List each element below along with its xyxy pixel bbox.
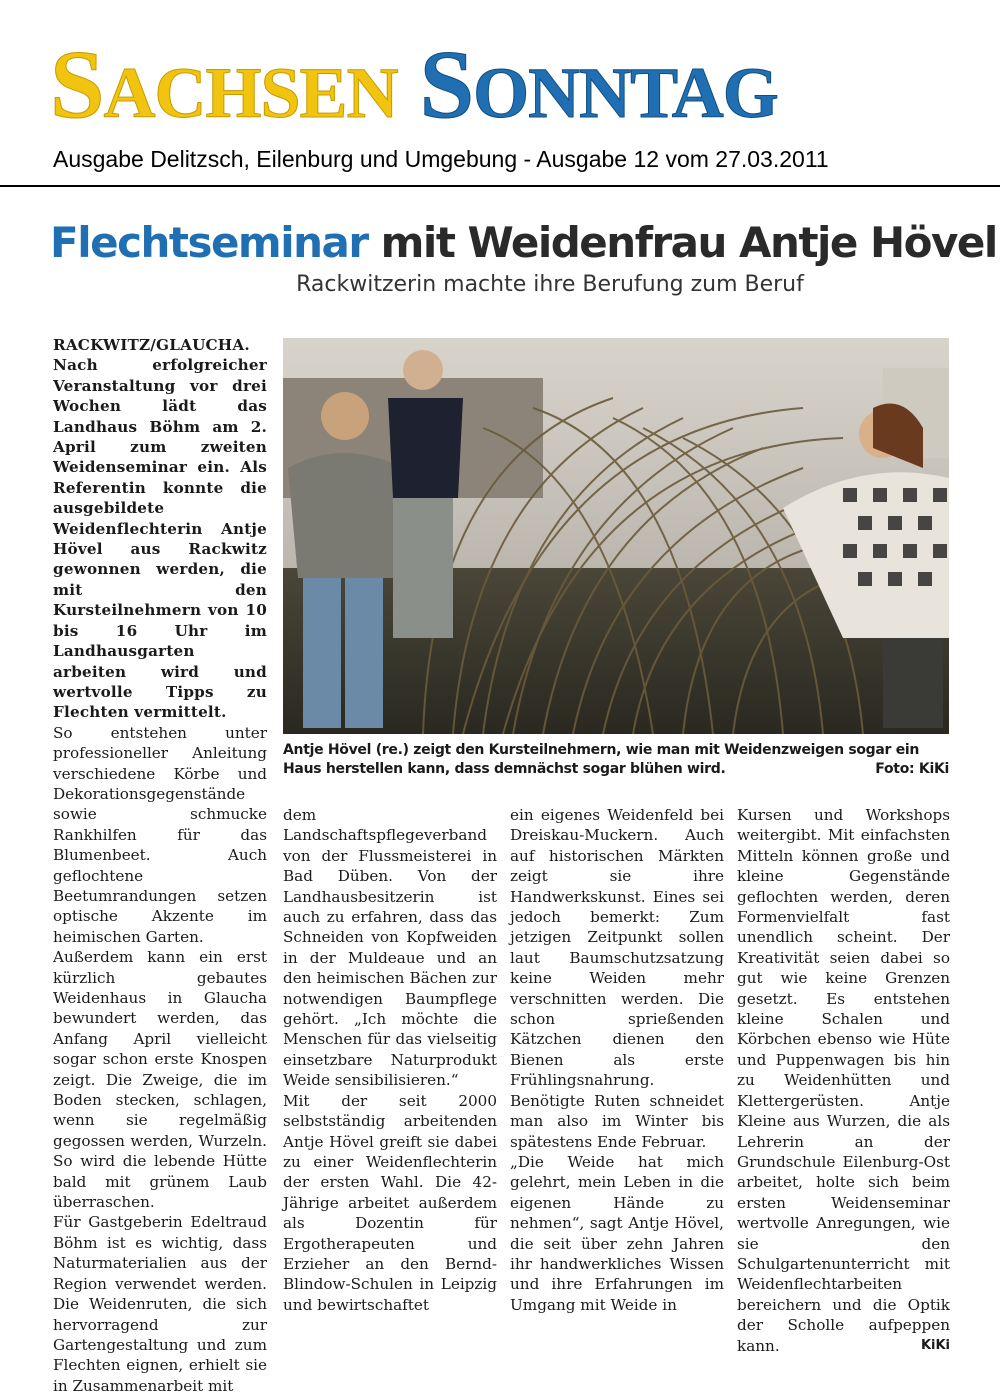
- paragraph: Mit der seit 2000 selbstständig arbeitenden Antje Hövel greift sie dabei zu einer Weidenflechterin der ersten Wahl. Die 42-Jährige arbeitet außerdem als Dozentin für Ergotherapeuten und Erzieher an den Bernd-Blindow-Schulen in Leipzig und bewirtschaftet: [283, 1091, 497, 1314]
- column-4: [737, 805, 950, 1356]
- paragraph: Außerdem kann ein erst kürzlich gebautes Weidenhaus in Glaucha bewundert werden, das Anfang April vielleicht sogar schon erste Knospen zeigt. Die Zweige, die im Boden stecken, schlagen, wenn sie regelmäßig gegossen werden, Wurzeln. So wird die lebende Hütte bald mit grünem Laub überraschen.: [53, 948, 267, 1212]
- paragraph: Kursen und Workshops weitergibt. Mit einfachsten Mitteln können große und kleine Gegenstände geflochten werden, deren Formenvielfalt fast unendlich scheint. Der Kreativität seien dabei so gut wie keine Grenzen gesetzt. Es entstehen kleine Schalen und Körbchen ebenso wie Hüte und Puppenwagen bis hin zu Weidenhütten und Klettergerüsten. Antje Kleine aus Wurzen, die als Lehrerin an der Grundschule Eilenburg-Ost arbeitet, holte sich beim ersten Weidenseminar wertvolle Anregungen, wie sie den Schulgartenunterricht mit Weidenflechtarbeiten bereichern und die Optik der Scholle aufpeppen kann. KiKi: [737, 806, 950, 1355]
- headline-part1: Flechtseminar: [50, 218, 368, 267]
- subheadline: Rackwitzerin machte ihre Berufung zum Beruf: [296, 272, 804, 297]
- paragraph: ein eigenes Weidenfeld bei Dreiskau-Muckern. Auch auf historischen Märkten zeigt sie ihre Handwerkskunst. Eines sei jedoch bemerkt: Zum jetzigen Zeitpunkt sollen laut Baumschutzsatzung keine Weiden mehr verschnitten werden. Die schon sprießenden Kätzchen dienen den Bienen als erste Frühlingsnahrung. Benötigte Ruten schneidet man also im Winter bis spätestens Ende Februar.: [510, 806, 724, 1151]
- header-rule: [0, 185, 1000, 187]
- author-signature: KiKi: [920, 1337, 950, 1353]
- masthead-sachsen: SACHSEN: [50, 31, 398, 139]
- headline: [50, 216, 997, 270]
- photo-credit: Foto: KiKi: [875, 761, 949, 777]
- edition-line: Ausgabe Delitzsch, Eilenburg und Umgebung - Ausgabe 12 vom 27.03.2011: [53, 146, 829, 172]
- paragraph: So entstehen unter professioneller Anleitung verschiedene Körbe und Dekorationsgegenstände sowie schmucke Rankhilfen für das Blumenbeet. Auch geflochtene Beetumrandungen setzen optische Akzente im heimischen Garten.: [53, 723, 267, 946]
- paragraph: Für Gastgeberin Edeltraud Böhm ist es wichtig, dass Naturmaterialien aus der Region verwendet werden. Die Weidenruten, die sich hervorragend zur Gartengestaltung und zum Flechten eignen, erhielt sie in Zusammenarbeit mit: [53, 1213, 267, 1395]
- headline-part2: mit Weidenfrau Antje Hövel: [367, 218, 997, 267]
- masthead: [50, 30, 960, 140]
- column-2: [283, 805, 497, 1315]
- lead-paragraph: RACKWITZ/GLAUCHA. Nach erfolgreicher Veranstaltung vor drei Wochen lädt das Landhaus Böhm am 2. April zum zweiten Weidenseminar ein. Als Referentin konnte die ausgebildete Weidenflechterin Antje Hövel aus Rackwitz gewonnen werden, die mit den Kursteilnehmern von 10 bis 16 Uhr im Landhausgarten arbeiten wird und wertvolle Tipps zu Flechten vermittelt.: [53, 336, 267, 722]
- column-3: [510, 805, 724, 1315]
- paragraph: dem Landschaftspflegeverband von der Flussmeisterei in Bad Düben. Von der Landhausbesitzerin ist auch zu erfahren, dass das Schneiden von Kopfweiden in der Muldeaue und an den heimischen Bächen zur notwendigen Baumpflege gehört. „Ich möchte die Menschen für das vielseitig einsetzbare Naturprodukt Weide sensibilisieren.“: [283, 806, 497, 1090]
- dateline: RACKWITZ/GLAUCHA.: [53, 336, 250, 354]
- photo-caption: Antje Hövel (re.) zeigt den Kursteilnehmern, wie man mit Weidenzweigen sogar ein Haus herstellen kann, dass demnächst sogar blühen wird. Foto: KiKi: [283, 742, 949, 777]
- article-photo: [283, 338, 949, 734]
- masthead-sonntag: SONNTAG: [419, 31, 778, 139]
- paragraph: „Die Weide hat mich gelehrt, mein Leben in die eigenen Hände zu nehmen“, sagt Antje Hövel, die seit über zehn Jahren ihr handwerkliches Wissen und ihre Erfahrungen im Umgang mit Weide in: [510, 1152, 724, 1314]
- column-1: [53, 335, 267, 1396]
